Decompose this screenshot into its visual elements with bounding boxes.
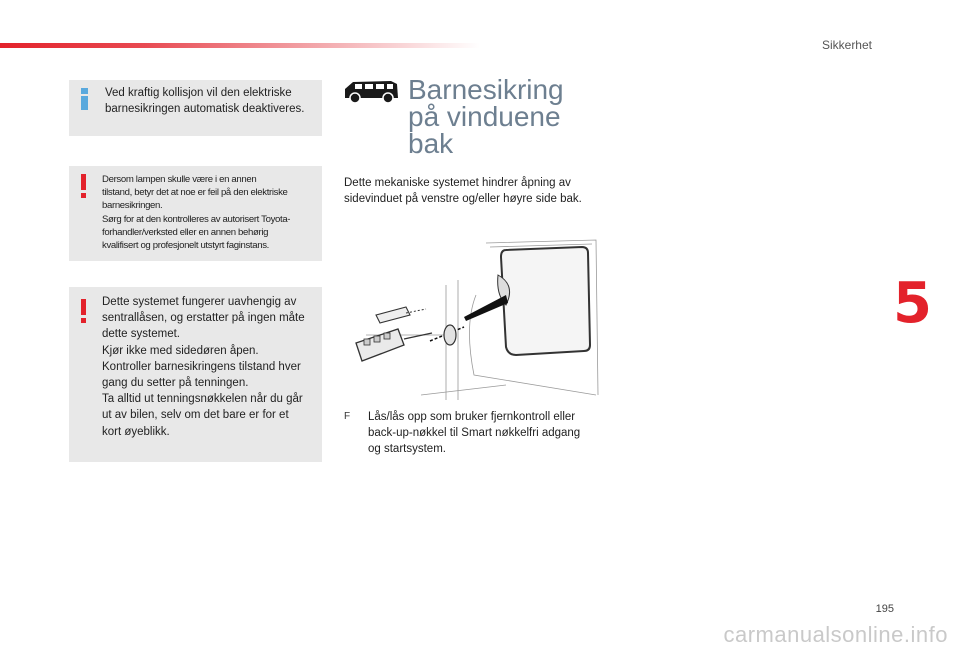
text-line: dette systemet.	[102, 328, 180, 341]
title-line: på vinduene	[408, 101, 561, 132]
text-line: kvalifisert og profesjonelt utstyrt faginstans.	[102, 240, 269, 252]
text-line: Dersom lampen skulle være i en annen	[102, 174, 257, 185]
text-line: sidevinduet på venstre og/eller høyre side bak.	[344, 193, 582, 205]
text-line: Dette systemet fungerer uavhengig av	[102, 296, 297, 308]
warning-text-lamp	[102, 173, 318, 252]
info-text: Ved kraftig kollisjon vil den elektriske barnesikringen automatisk deaktiveres.	[105, 87, 305, 115]
text-line: Ta alltid ut tenningsnøkkelen når du går	[102, 393, 303, 406]
text-line: sentrallåsen, og erstatter på ingen måte	[102, 312, 305, 325]
text-line: barnesikringen.	[102, 200, 163, 212]
page-number: 195	[875, 603, 894, 615]
section-label: Sikkerhet	[821, 38, 872, 52]
text-line: forhandler/verksted eller en annen behørig	[102, 226, 269, 238]
warning-box-system	[69, 287, 322, 462]
watermark: carmanualsonline.info	[723, 622, 948, 647]
text-line: back-up-nøkkel til Smart nøkkelfri adgang	[368, 427, 581, 439]
warning-text-system	[102, 294, 318, 440]
text-line: Lås/lås opp som bruker fjernkontroll eller	[368, 411, 576, 423]
chapter-number: 5	[893, 271, 932, 336]
warning-box-lamp	[69, 166, 322, 261]
page-title	[408, 76, 608, 157]
info-box	[69, 80, 322, 136]
intro-text	[344, 175, 600, 207]
text-line: tilstand, betyr det at noe er feil på den elektriske	[102, 187, 288, 199]
bullet-text	[368, 409, 600, 457]
text-line: Kontroller barnesikringens tilstand hver	[102, 360, 301, 373]
text-line: Sørg for at den kontrolleres av autorisert Toyota-	[102, 213, 291, 225]
header-accent-bar	[0, 43, 480, 48]
text-line: Dette mekaniske systemet hindrer åpning av	[344, 177, 571, 189]
text-line: Kjør ikke med sidedøren åpen.	[102, 344, 259, 357]
text-line: ut av bilen, selv om det bare er for et	[102, 409, 289, 422]
warning-icon	[81, 174, 89, 198]
warning-icon	[81, 299, 89, 323]
text-line: og startsystem.	[368, 443, 446, 455]
van-icon	[341, 77, 401, 105]
text-line: kort øyeblikk.	[102, 425, 170, 438]
instruction-bullet	[344, 409, 600, 457]
title-line: bak	[408, 128, 454, 159]
info-icon	[81, 88, 89, 110]
title-line: Barnesikring	[408, 74, 564, 105]
child-lock-illustration	[346, 235, 600, 400]
text-line: gang du setter på tenningen.	[102, 377, 249, 390]
bullet-mark: F	[344, 411, 351, 422]
